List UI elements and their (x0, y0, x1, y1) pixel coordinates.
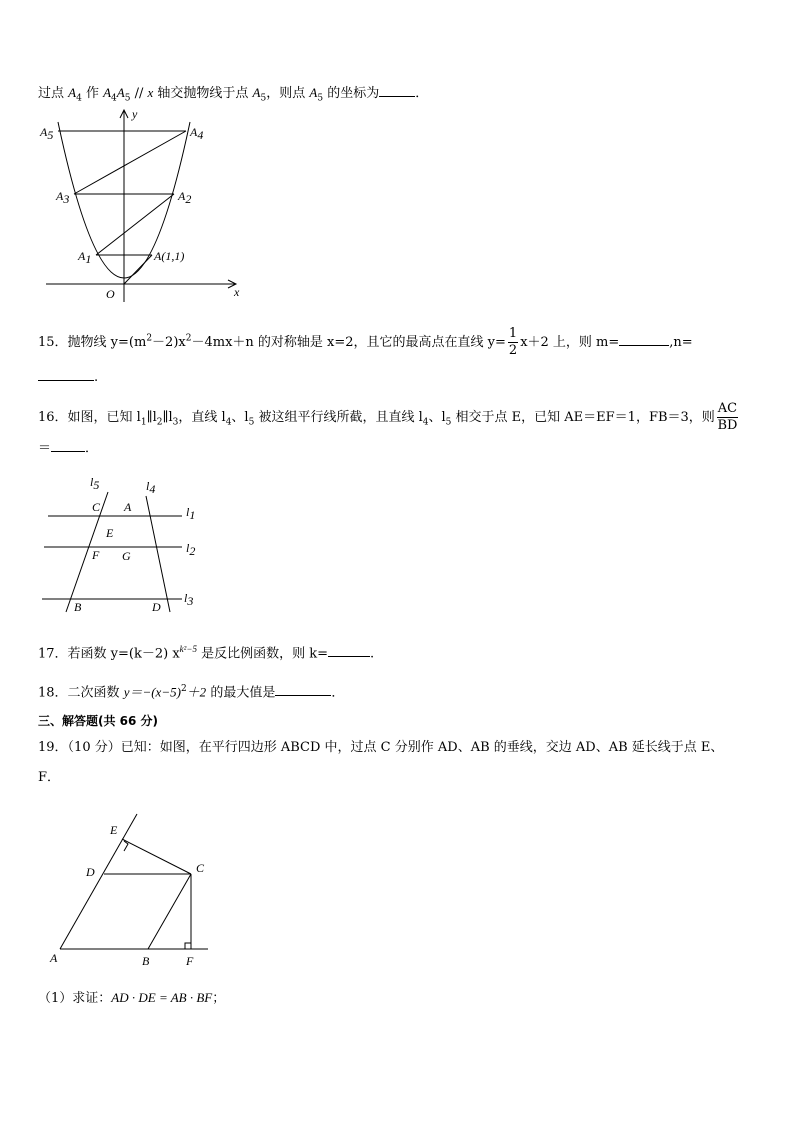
point-label-f: F (92, 548, 100, 562)
q14-text-part: A (252, 85, 261, 100)
q15-text-part: －2)x (152, 335, 186, 350)
line-l4 (146, 496, 170, 612)
line-l5 (66, 492, 108, 612)
q18-expression: ＋2 (186, 684, 207, 700)
q16-text-part: 2 (156, 417, 163, 428)
q17-exponent: k²−5 (179, 644, 197, 654)
q14-text-part: 5 (124, 93, 131, 104)
point-label-b: B (74, 600, 82, 614)
q19-part1-text-part: ； (212, 991, 226, 1006)
line-label-l3: l3 (184, 591, 194, 608)
segment-ec (122, 839, 191, 874)
q15-text-part: . (94, 370, 99, 385)
point-label-a: A (50, 951, 58, 965)
q16-text-part: ． (85, 441, 99, 456)
point-label-b: B (142, 954, 150, 968)
answer-blank (619, 333, 669, 346)
x-axis-label: x (234, 285, 240, 299)
q18-expression: y＝−(x−5) (123, 684, 181, 700)
q16-text-part: 5 (248, 417, 255, 428)
q16-text-part: 16．如图，已知 l (38, 410, 141, 425)
line-label-l2: l2 (186, 541, 196, 558)
q19-text-line1: 19．（10 分）已知：如图，在平行四边形 ABCD 中，过点 C 分别作 AD、AB 的垂线，交边 AD、AB 延长线于点 E、 (38, 740, 724, 755)
point-label-e: E (110, 823, 118, 837)
q16-text-part: 4 (422, 417, 429, 428)
q18-exponent: 2 (180, 684, 187, 694)
q14-text-part: // (130, 86, 148, 101)
figure-parallel-lines (36, 470, 206, 618)
q14-text-part: 过点 (38, 86, 69, 101)
q16-text-part: ，直线 l (178, 410, 226, 425)
q17-text-part: . (370, 646, 375, 662)
point-label-a1: A1 (78, 249, 92, 266)
q19-part1-text-part: （1）求证： (38, 991, 112, 1006)
right-angle-mark-e (124, 841, 128, 851)
point-label-a2: A2 (178, 189, 192, 206)
line-label-l4: l4 (146, 479, 156, 496)
q16-text-part: 、l (428, 410, 446, 425)
q15-text-part: x＋2 上，则 m= (520, 335, 620, 350)
q16-text-part: 5 (445, 417, 452, 428)
q14-text-part: 轴交抛物线于点 (153, 86, 253, 101)
q16-text-part: 相交于点 E，已知 AE＝EF＝1，FB＝3，则 (451, 410, 715, 425)
q14-text-part: 4 (76, 93, 82, 104)
line-label-l1: l1 (186, 505, 196, 522)
point-label-d: D (152, 600, 161, 614)
q16-text-part: ∥l (162, 410, 173, 425)
point-label-a5: A5 (40, 125, 54, 142)
q16-text (38, 401, 740, 434)
segment-a3a4 (74, 131, 186, 194)
q18-text-part: 18．二次函数 (38, 685, 124, 701)
q15-text-part: 15．抛物线 y=(m (38, 335, 147, 350)
segment-ae-extended (60, 814, 137, 949)
q16-text-part: ＝ (38, 441, 52, 456)
q14-text-part: A (116, 85, 125, 100)
q14-text-part: A (68, 85, 77, 100)
q17-text-part: 17．若函数 y=(k－2) x (38, 646, 180, 662)
q17-text-part: 是反比例函数，则 k= (196, 646, 328, 662)
q14-text-part: ． (415, 86, 429, 101)
q19-part1-text (38, 990, 225, 1007)
q15-text (38, 326, 693, 359)
q14-text-part: 5 (260, 93, 267, 104)
point-label-d: D (86, 865, 95, 879)
q15-text-part: －4mx＋n 的对称轴是 x=2，且它的最高点在直线 y= (191, 335, 506, 350)
point-label-a4: A4 (190, 125, 204, 142)
q17-text (38, 641, 374, 662)
fraction-one-half (508, 326, 518, 359)
figure-parabola (36, 104, 256, 310)
answer-blank (328, 644, 370, 657)
point-label-a11: A(1,1) (154, 249, 185, 263)
origin-label: O (106, 287, 115, 301)
q18-text-part: 的最大值是 (206, 685, 276, 701)
point-label-f: F (186, 954, 194, 968)
fraction-denominator: 2 (508, 343, 518, 358)
q18-text-part: ． (331, 685, 345, 701)
line-label-l5: l5 (90, 475, 100, 492)
q16-text-part: 被这组平行线所截，且直线 l (254, 410, 423, 425)
q14-text-part: x (147, 85, 154, 100)
q14-text-part: 作 (81, 86, 104, 101)
q14-text-part: 4 (111, 93, 117, 104)
q16-text-part: ∥l (146, 410, 157, 425)
q18-text (38, 681, 344, 701)
y-axis-label: y (132, 107, 138, 121)
segment-bc (148, 874, 191, 949)
answer-blank (379, 84, 415, 97)
q14-text-part: 的坐标为 (323, 86, 380, 101)
point-label-a3: A3 (56, 189, 70, 206)
fraction-ac-bd (717, 401, 738, 434)
figure-parallelogram (44, 808, 224, 970)
q15-text-part: 2 (146, 333, 153, 344)
q15-text-part: 2 (185, 333, 192, 344)
q16-text-part: 4 (225, 417, 232, 428)
q16-text-part: 、l (231, 410, 249, 425)
q16-text-line2 (38, 439, 98, 457)
point-label-c: C (196, 861, 205, 875)
right-angle-mark-f (185, 943, 191, 949)
q16-text-part: 1 (140, 417, 147, 428)
q14-text-part: 5 (317, 93, 324, 104)
q19-text-line2: F． (38, 770, 61, 785)
answer-blank (51, 439, 85, 452)
q19-part1-expression: AD · DE = AB · BF (111, 990, 213, 1005)
q16-text-part: 3 (172, 417, 179, 428)
q14-text-part: A (309, 85, 318, 100)
q15-text-line2 (38, 368, 98, 386)
point-label-c: C (92, 500, 101, 514)
q14-text-part: ，则点 (266, 86, 310, 101)
fraction-numerator: 1 (508, 326, 518, 341)
point-label-g: G (122, 549, 131, 563)
q14-text-part: A (103, 85, 112, 100)
answer-blank (275, 683, 331, 696)
point-label-a: A (124, 500, 132, 514)
fraction-numerator: AC (717, 401, 738, 416)
point-label-e: E (106, 526, 114, 540)
answer-blank (38, 368, 94, 381)
segment-oa (124, 255, 152, 284)
fraction-denominator: BD (717, 418, 738, 433)
q15-text-part: ,n= (669, 335, 693, 350)
section-heading: 三、解答题(共 66 分) (38, 714, 159, 728)
